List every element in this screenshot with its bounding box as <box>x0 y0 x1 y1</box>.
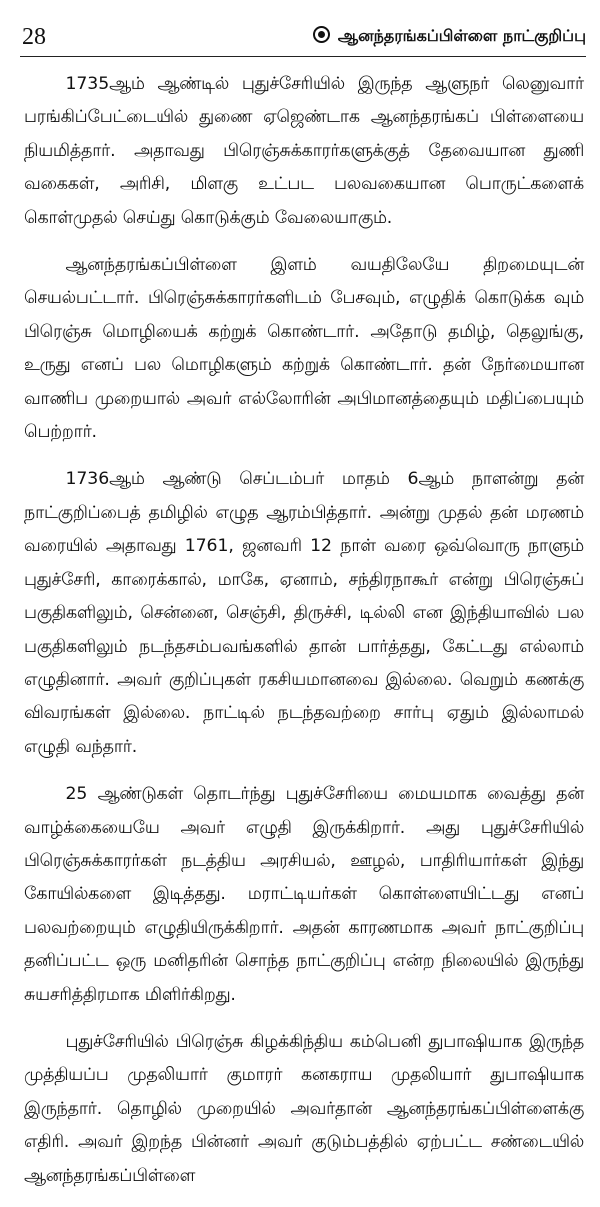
running-title-text: ஆனந்தரங்கப்பிள்ளை நாட்குறிப்பு <box>337 26 586 45</box>
page-header <box>20 22 586 58</box>
circled-dot-icon <box>313 26 330 43</box>
paragraph-2: ஆனந்தரங்கப்பிள்ளை இளம் வயதிலேயே திறமையுடன் செயல்பட்டார். பிரெஞ்சுக்காரர்களிடம் பேசவும், எழுதிக் கொடுக்க வும் பிரெஞ்சு மொழியைக் கற்றுக் கொண்டார். அதோடு தமிழ், தெலுங்கு, உருது எனப் பல மொழிகளும் கற்றுக் கொண்டார். தன் நேர்மையான வாணிப முறையால் அவர் எல்லோரின் அபிமானத்தையும் மதிப்பையும் பெற்றார். <box>24 255 584 443</box>
paragraph-3: 1736ஆம் ஆண்டு செப்டம்பர் மாதம் 6ஆம் நாளன்று தன் நாட்குறிப்பைத் தமிழில் எழுத ஆரம்பித்தார். அன்று முதல் தன் மரணம் வரையில் அதாவது 1761, ஜனவரி 12 நாள் வரை ஒவ்வொரு நாளும் புதுச்சேரி, காரைக்கால், மாகே, ஏனாம், சந்திரநாகூர் என்று பிரெஞ்சுப் பகுதிகளிலும், சென்னை, செஞ்சி, திருச்சி, டில்லி என இந்தியாவில் பல பகுதிகளிலும் நடந்தசம்பவங்களில் தான் பார்த்தது, கேட்டது எல்லாம் எழுதினார். அவர் குறிப்புகள் ரகசியமானவை இல்லை. வெறும் கணக்கு விவரங்கள் இல்லை. நாட்டில் நடந்தவற்றை சார்பு ஏதும் இல்லாமல் எழுதி வந்தார். <box>24 469 584 757</box>
running-title <box>313 26 586 47</box>
page-number: 28 <box>22 24 46 50</box>
paragraph-4: 25 ஆண்டுகள் தொடர்ந்து புதுச்சேரியை மையமாக வைத்து தன் வாழ்க்கையையே அவர் எழுதி இருக்கிறார். அது புதுச்சேரியில் பிரெஞ்சுக்காரர்கள் நடத்திய அரசியல், ஊழல், பாதிரியார்கள் இந்து கோயில்களை இடித்தது. மராட்டியர்கள் கொள்ளையிட்டது எனப் பலவற்றையும் எழுதியிருக்கிறார். அதன் காரணமாக அவர் நாட்குறிப்பு தனிப்பட்ட ஒரு மனிதரின் சொந்த நாட்குறிப்பு என்ற நிலையில் இருந்து சுயசரித்திரமாக மிளிர்கிறது. <box>24 784 584 1005</box>
paragraph-5: புதுச்சேரியில் பிரெஞ்சு கிழக்கிந்திய கம்பெனி துபாஷியாக இருந்த முத்தியப்ப முதலியார் குமாரர் கனகராய முதலியார் துபாஷியாக இருந்தார். தொழில் முறையில் அவர்தான் ஆனந்தரங்கப்பிள்ளைக்கு எதிரி. அவர் இறந்த பின்னர் அவர் குடும்பத்தில் ஏற்பட்ட சண்டையில் ஆனந்தரங்கப்பிள்ளை <box>24 1031 584 1186</box>
paragraph-1: 1735ஆம் ஆண்டில் புதுச்சேரியில் இருந்த ஆளுநர் லெனுவார் பரங்கிப்பேட்டையில் துணை ஏஜெண்டாக ஆனந்தரங்கப் பிள்ளையை நியமித்தார். அதாவது பிரெஞ்சுக்காரர்களுக்குத் தேவையான துணி வகைகள், அரிசி, மிளகு உட்பட பலவகையான பொருட்களைக் கொள்முதல் செய்து கொடுக்கும் வேலையாகும். <box>24 74 584 228</box>
header-divider <box>20 56 586 57</box>
body-text <box>24 68 584 1207</box>
